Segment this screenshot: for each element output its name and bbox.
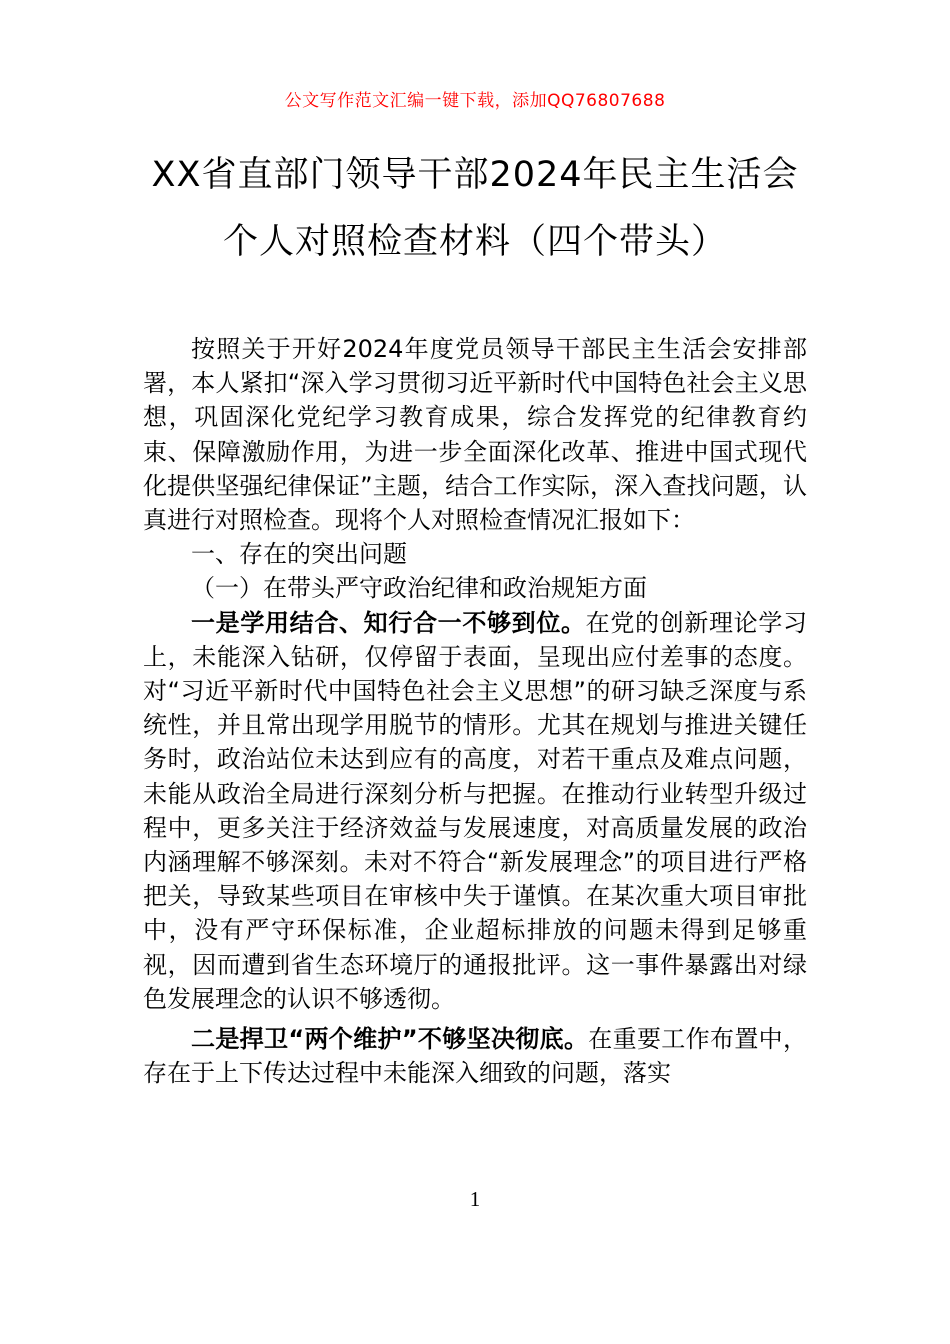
- point-2-text: 在重要工作布置中，存在于上下传达过程中未能深入细致的问题，落实: [143, 1025, 808, 1088]
- intro-paragraph: 按照关于开好2024年度党员领导干部民主生活会安排部署，本人紧扣“深入学习贯彻习近平新时代中国特色社会主义思想，巩固深化党纪学习教育成果，综合发挥党的纪律教育约束、保障激励作用，为进一步全面深化改革、推进中国式现代化提供坚强纪律保证”主题，结合工作实际，深入查找问题，认真进行对照检查。现将个人对照检查情况汇报如下：: [143, 335, 807, 535]
- point-1-lead: 一是学用结合、知行合一不够到位。: [191, 608, 586, 637]
- page-number: 1: [469, 1187, 481, 1211]
- point-1-paragraph: [143, 606, 807, 1016]
- download-banner: 公文写作范文汇编一键下载，添加QQ76807688: [284, 91, 666, 111]
- document-body: [143, 332, 807, 1090]
- point-2-paragraph: [143, 1022, 807, 1090]
- document-title-line-2: 个人对照检查材料（四个带头）: [222, 222, 727, 262]
- section-heading: 一、存在的突出问题: [191, 540, 407, 569]
- point-2-lead: 二是捍卫“两个维护”不够坚决彻底。: [191, 1025, 589, 1054]
- document-title-line-1: XX省直部门领导干部2024年民主生活会: [151, 155, 799, 195]
- point-1-text: 在党的创新理论学习上，未能深入钻研，仅停留于表面，呈现出应付差事的态度。对“习近平新时代中国特色社会主义思想”的研习缺乏深度与系统性，并且常出现学用脱节的情形。尤其在规划与推进关键任务时，政治站位未达到应有的高度，对若干重点及难点问题，未能从政治全局进行深刻分析与把握。在推动行业转型升级过程中，更多关注于经济效益与发展速度，对高质量发展的政治内涵理解不够深刻。未对不符合“新发展理念”的项目进行严格把关，导致某些项目在审核中失于谨慎。在某次重大项目审批中，没有严守环保标准，企业超标排放的问题未得到足够重视，因而遭到省生态环境厅的通报批评。这一事件暴露出对绿色发展理念的认识不够透彻。: [143, 608, 808, 1013]
- subsection-heading: （一）在带头严守政治纪律和政治规矩方面: [191, 574, 647, 603]
